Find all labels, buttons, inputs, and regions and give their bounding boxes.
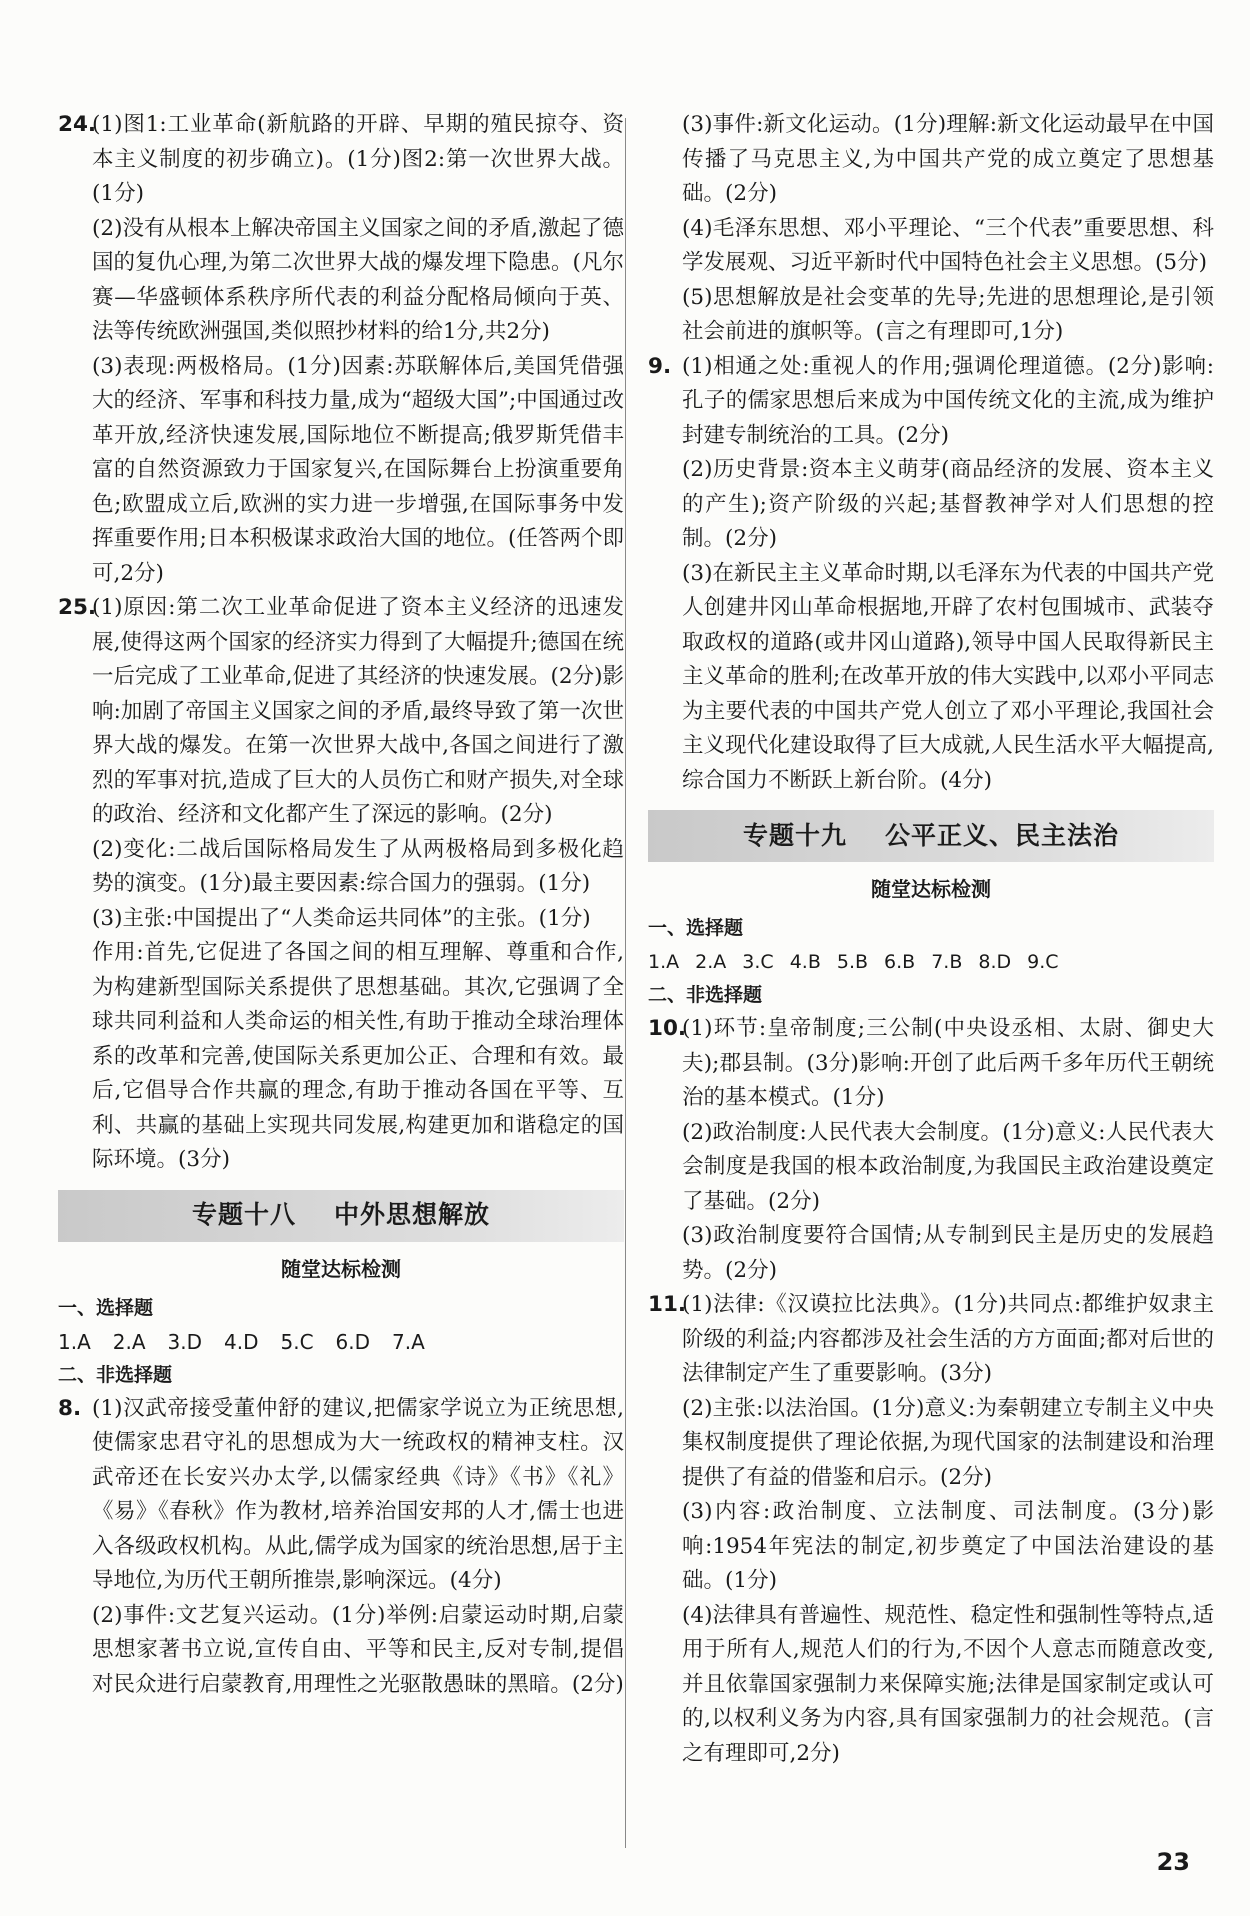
answer-text: (3)内容:政治制度、立法制度、司法制度。(3分)影响:1954年宪法的制定,初步奠定了中国法治建设的基础。(1分) [682,1499,1214,1593]
choice-answer: 3.C [742,951,774,973]
choice-answer: 9.C [1027,951,1059,973]
answer-text: (3)政治制度要符合国情;从专制到民主是历史的发展趋势。(2分) [682,1223,1214,1283]
choice-answers [648,945,1214,979]
choice-answer: 1.A [648,951,680,973]
column-divider [625,118,626,1848]
left-column [58,108,624,1702]
choice-answer: 8.D [978,951,1012,973]
topic-banner-19 [648,810,1214,862]
answer-11 [648,1288,1214,1771]
answer-text: (1)图1:工业革命(新航路的开辟、早期的殖民掠夺、资本主义制度的初步确立)。(1分)图2:第一次世界大战。(1分) [92,112,624,206]
answer-text: (2)变化:二战后国际格局发生了从两极格局到多极化趋势的演变。(1分)最主要因素:综合国力的强弱。(1分) [92,836,624,896]
question-number: 8. [58,1395,82,1421]
choice-answer: 7.A [392,1329,425,1354]
right-column [648,108,1214,1771]
topic-banner-18 [58,1190,624,1242]
answer-text: 作用:首先,它促进了各国之间的相互理解、尊重和合作,为构建新型国际关系提供了思想基础。其次,它强调了全球共同利益和人类命运的相关性,有助于推动全球治理体系的改革和完善,使国际关系更加公正、合理和有效。最后,它倡导合作共赢的理念,有助于推动各国在平等、互利、共赢的基础上实现共同发展,构建更加和谐稳定的国际环境。(3分) [92,940,624,1172]
choice-answer: 4.D [224,1329,259,1354]
answer-text: (2)事件:文艺复兴运动。(1分)举例:启蒙运动时期,启蒙思想家著书立说,宣传自由、平等和民主,反对专制,提倡对民众进行启蒙教育,用理性之光驱散愚昧的黑暗。(2分) [92,1602,624,1697]
answer-text: (1)相通之处:重视人的作用;强调伦理道德。(2分)影响:孔子的儒家思想后来成为中国传统文化的主流,成为维护封建专制统治的工具。(2分) [682,353,1214,448]
section-heading: 二、非选择题 [58,1363,173,1386]
answer-text: (2)主张:以法治国。(1分)意义:为秦朝建立专制主义中央集权制度提供了理论依据,为现代国家的法制建设和治理提供了有益的借鉴和启示。(2分) [682,1395,1214,1490]
topic-title: 中外思想解放 [334,1200,491,1230]
section-subheading: 随堂达标检测 [281,1256,401,1281]
answer-text: (4)毛泽东思想、邓小平理论、“三个代表”重要思想、科学发展观、习近平新时代中国特色社会主义思想。(5分) [682,215,1214,275]
choice-answer: 2.A [695,951,727,973]
answer-text: (1)环节:皇帝制度;三公制(中央设丞相、太尉、御史大夫);郡县制。(3分)影响:开创了此后两千多年历代王朝统治的基本模式。(1分) [682,1016,1214,1110]
answer-text: (1)原因:第二次工业革命促进了资本主义经济的迅速发展,使得这两个国家的经济实力得到了大幅提升;德国在统一后完成了工业革命,促进了其经济的快速发展。(2分)影响:加剧了帝国主义国家之间的矛盾,最终导致了第一次世界大战的爆发。在第一次世界大战中,各国之间进行了激烈的军事对抗,造成了巨大的人员伤亡和财产损失,对全球的政治、经济和文化都产生了深远的影响。(2分) [92,595,624,827]
question-number: 24. [58,112,97,137]
answer-text: (3)表现:两极格局。(1分)因素:苏联解体后,美国凭借强大的经济、军事和科技力量,成为“超级大国”;中国通过改革开放,经济快速发展,国际地位不断提高;俄罗斯凭借丰富的自然资源致力于国家复兴,在国际舞台上扮演重要角色;欧盟成立后,欧洲的实力进一步增强,在国际事务中发挥重要作用;日本积极谋求政治大国的地位。(任答两个即可,2分) [92,353,624,586]
choice-answer: 6.D [335,1329,371,1354]
question-number: 11. [648,1292,687,1317]
answer-8-continued [648,108,1214,350]
question-number: 10. [648,1016,687,1041]
choice-answer: 1.A [58,1329,91,1354]
answer-text: (2)政治制度:人民代表大会制度。(1分)意义:人民代表大会制度是我国的根本政治制度,为我国民主政治建设奠定了基础。(2分) [682,1119,1214,1214]
question-number: 9. [648,353,672,379]
answer-text: (3)主张:中国提出了“人类命运共同体”的主张。(1分) [92,905,591,931]
answer-text: (2)历史背景:资本主义萌芽(商品经济的发展、资本主义的产生);资产阶级的兴起;基督教神学对人们思想的控制。(2分) [682,457,1214,551]
choice-answer: 7.B [931,951,963,973]
answer-text: (3)在新民主主义革命时期,以毛泽东为代表的中国共产党人创建井冈山革命根据地,开辟了农村包围城市、武装夺取政权的道路(或井冈山道路),领导中国人民取得新民主主义革命的胜利;在改革开放的伟大实践中,以邓小平同志为主要代表的中国共产党人创立了邓小平理论,我国社会主义现代化建设取得了巨大成就,人民生活水平大幅提高,综合国力不断跃上新台阶。(4分) [682,560,1214,793]
topic-label: 专题十八 [191,1200,296,1230]
answer-text: (4)法律具有普遍性、规范性、稳定性和强制性等特点,适用于所有人,规范人们的行为,不因个人意志而随意改变,并且依靠国家强制力来保障实施;法律是国家制定或认可的,以权利义务为内容,具有国家强制力的社会规范。(言之有理即可,2分) [682,1602,1214,1766]
question-number: 25. [58,595,97,620]
answer-text: (1)法律:《汉谟拉比法典》。(1分)共同点:都维护奴隶主阶级的利益;内容都涉及社会生活的方方面面;都对后世的法律制定产生了重要影响。(3分) [682,1292,1214,1386]
section-heading: 二、非选择题 [648,984,763,1006]
answer-text: (5)思想解放是社会变革的先导;先进的思想理论,是引领社会前进的旗帜等。(言之有理即可,1分) [682,284,1214,344]
choice-answer: 5.C [280,1329,314,1354]
answer-24 [58,108,624,591]
answer-text: (1)汉武帝接受董仲舒的建议,把儒家学说立为正统思想,使儒家忠君守礼的思想成为大一统政权的精神支柱。汉武帝还在长安兴办太学,以儒家经典《诗》《书》《礼》《易》《春秋》作为教材,培养治国安邦的人才,儒士也进入各级政权机构。从此,儒学成为国家的统治思想,居于主导地位,为历代王朝所推崇,影响深远。(4分) [92,1395,624,1593]
choice-answer: 4.B [789,951,821,973]
section-heading: 一、选择题 [648,917,744,939]
topic-title: 公平正义、民主法治 [885,820,1120,850]
choice-answer: 6.B [884,951,916,973]
choice-answer: 3.D [167,1329,203,1354]
answer-9 [648,350,1214,799]
section-subheading: 随堂达标检测 [871,877,991,901]
answer-25 [58,591,624,1178]
answer-text: (3)事件:新文化运动。(1分)理解:新文化运动最早在中国传播了马克思主义,为中国共产党的成立奠定了思想基础。(2分) [682,112,1214,206]
answer-10 [648,1012,1214,1288]
answer-8 [58,1392,624,1703]
section-heading: 一、选择题 [58,1296,154,1319]
answer-text: (2)没有从根本上解决帝国主义国家之间的矛盾,激起了德国的复仇心理,为第二次世界大战的爆发埋下隐患。(凡尔赛—华盛顿体系秩序所代表的利益分配格局倾向于英、法等传统欧洲强国,类似照抄材料的给1分,共2分) [92,215,624,344]
choice-answers [58,1325,624,1359]
choice-answer: 2.A [112,1329,146,1354]
choice-answer: 5.B [836,951,869,973]
topic-label: 专题十九 [742,820,847,850]
page-number: 23 [1156,1848,1190,1876]
